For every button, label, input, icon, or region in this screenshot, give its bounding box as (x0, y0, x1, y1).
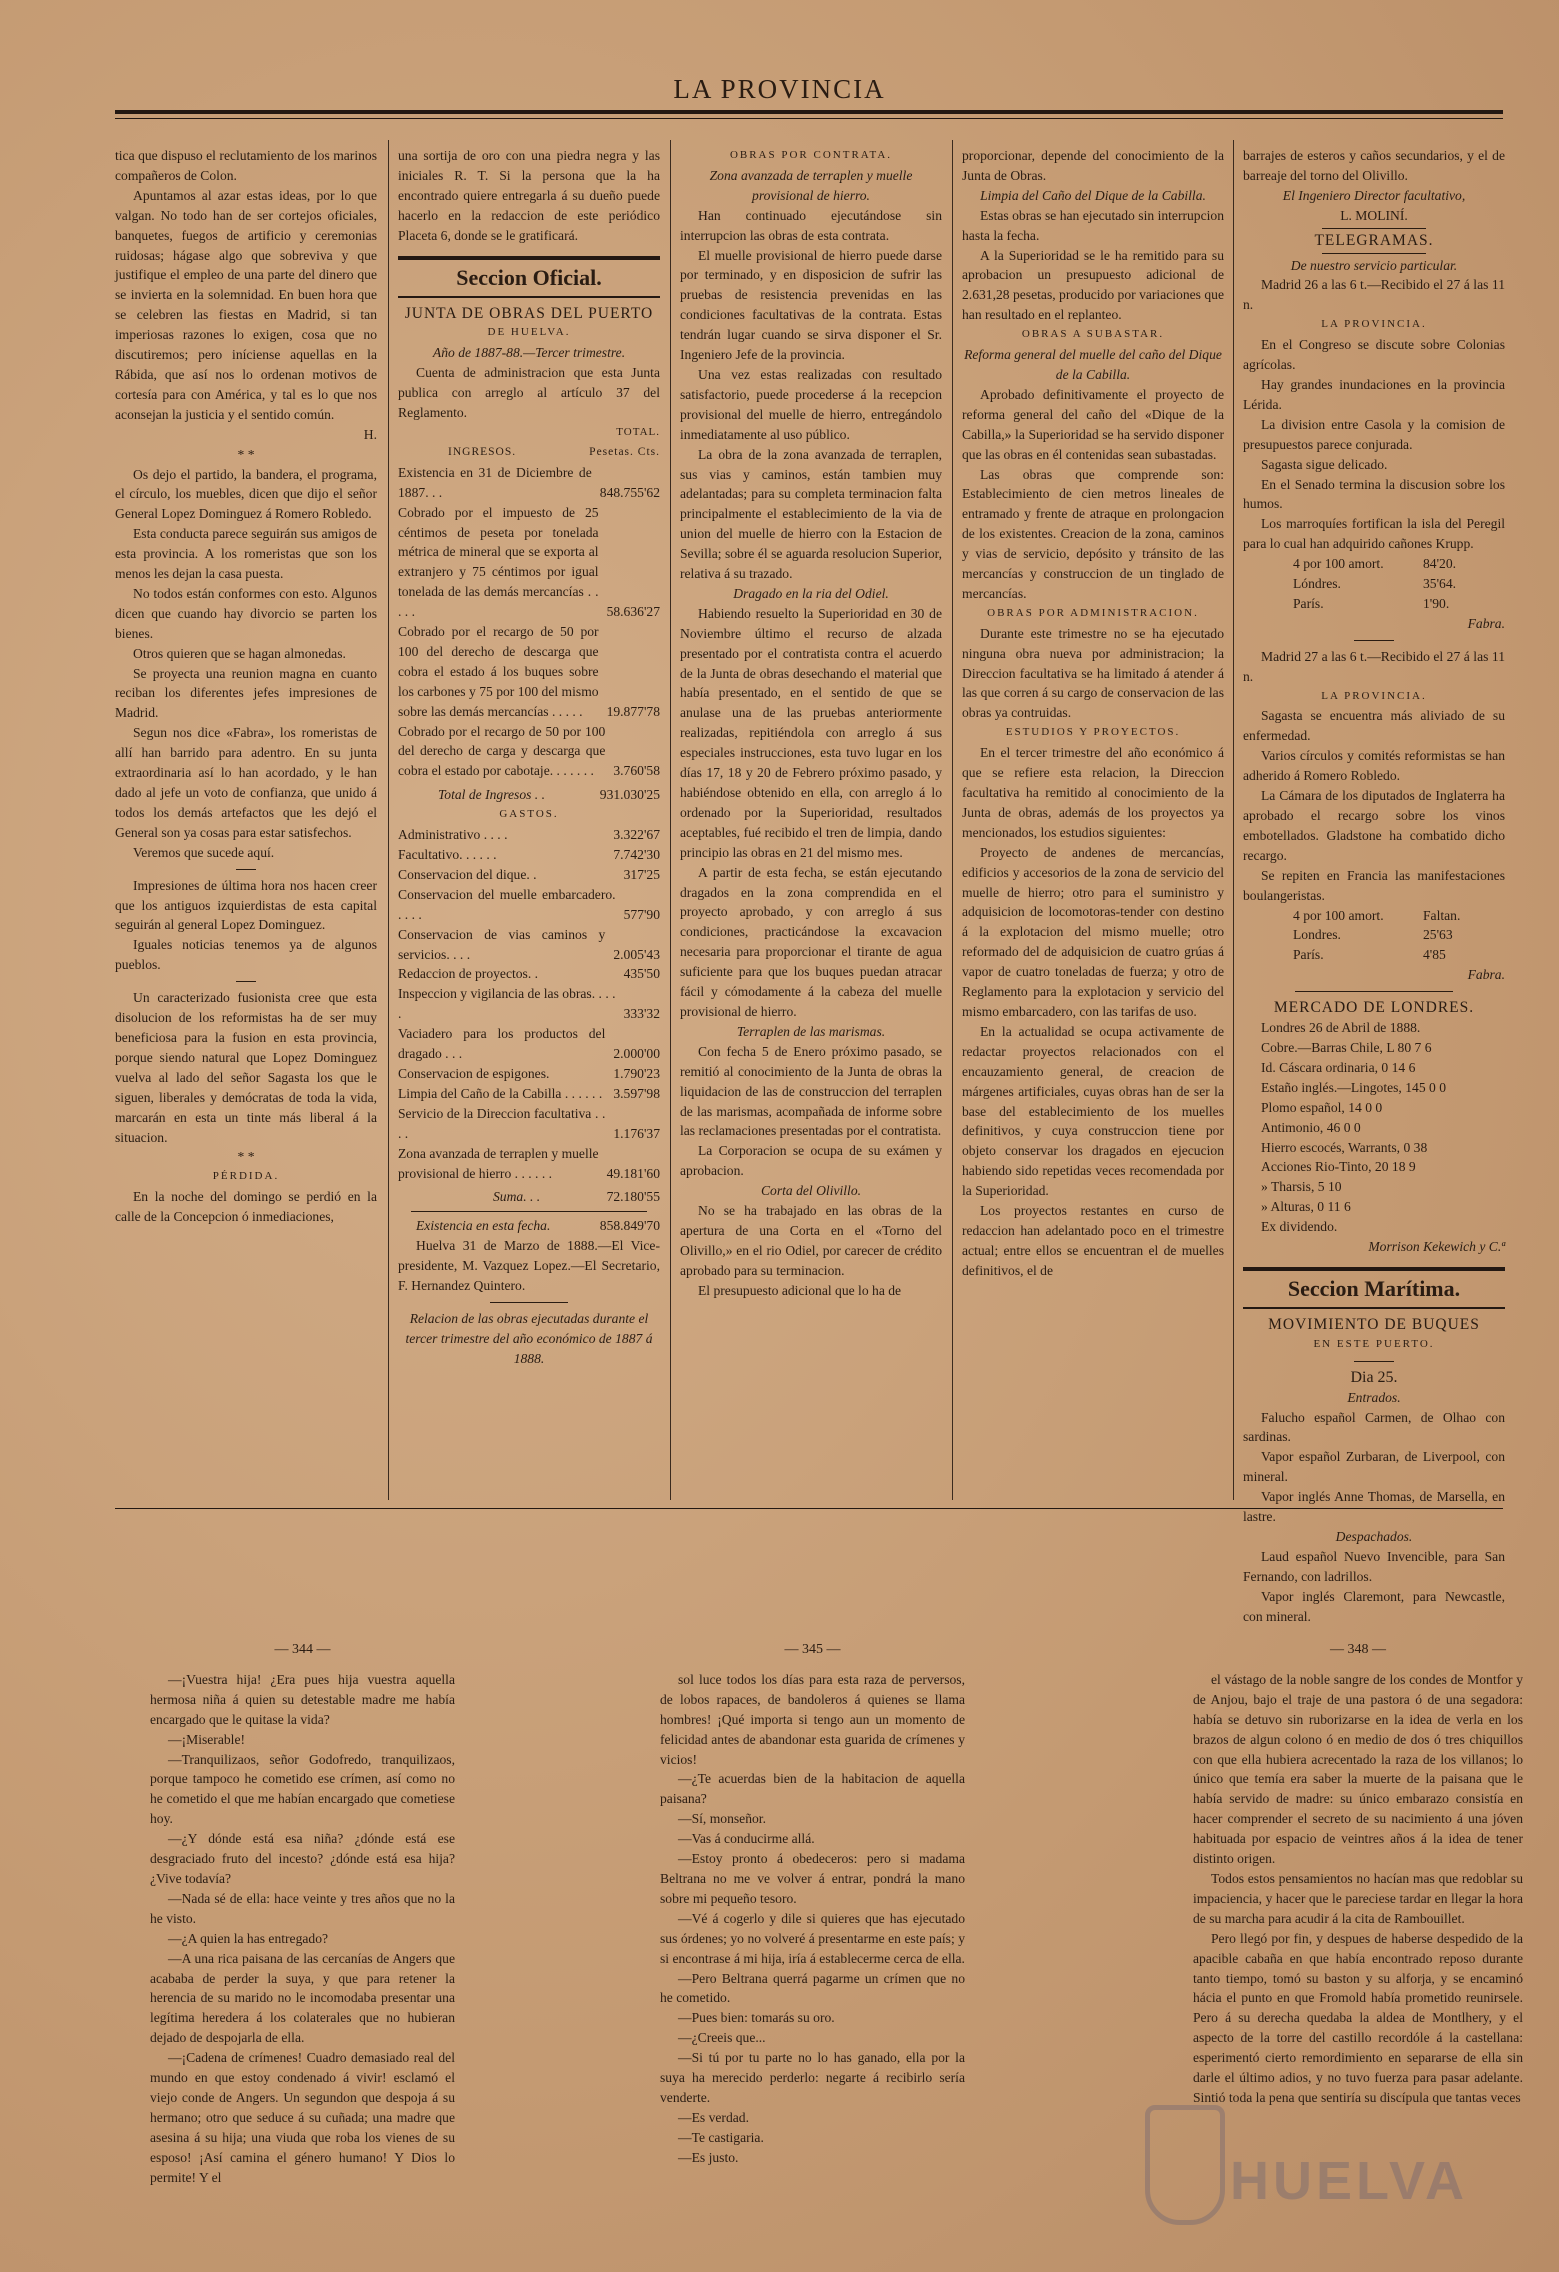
market-line: Id. Cáscara ordinaria, 0 14 6 (1261, 1059, 1416, 1075)
row-label: Vaciadero para los productos del dragado . . . (398, 1026, 606, 1062)
market-line: Cobre.—Barras Chile, L 80 7 6 (1261, 1039, 1432, 1055)
paragraph: una sortija de oro con una piedra negra y las iniciales R. T. Si la persona que la ha encontrado quiere entregarla á su dueño puede hacerlo en la redaccion de este periódico Placeta 6, donde se le gratificará. (398, 148, 660, 243)
suma-value: 72.180'55 (606, 1189, 660, 1205)
paragraph: La obra de la zona avanzada de terraplen, sus vias y caminos, están tambien muy adelantadas; para su completa terminacion falta principalmente el establecimiento de la via de union del muelle de hierro con la Estacion de Sevilla; sobre él se aguarda resolucion Superior, relativa á su trazado. (680, 446, 942, 582)
paragraph: Segun nos dice «Fabra», los romeristas de allí han barrido para adentro. En su junta extraordinaria así lo han acordado, y le han dado al jefe un voto de confianza, que unido á todos los demás artefactos que les dejó el General son ya cosas para estar satisfechos. (115, 725, 377, 840)
suma-row (398, 1187, 660, 1207)
separator-asterisks: * * (237, 1149, 255, 1165)
quote-label: Lóndres. (1293, 576, 1341, 592)
paragraph: El muelle provisional de hierro puede darse por terminado, y en disposicion de sufrir las pruebas de resistencia prevenidas en las condiciones facultativas de la contrata. Estas tendrán lugar cuando se sirva disponer el Sr. Ingeniero Jefe de la provincia. (680, 247, 942, 363)
feuilleton-paragraph: —Estoy pronto á obedeceros: pero si madama Beltrana no me ve volver á entrar, pondrá la mano sobre mi pequeño tesoro. (660, 1851, 965, 1906)
column-3 (680, 146, 942, 1496)
fabra-label: Fabra. (1467, 615, 1505, 631)
exits-list (1243, 1547, 1505, 1627)
row-label: Limpia del Caño de la Cabilla . . . . . . (398, 1085, 603, 1101)
ingresos-header (398, 443, 660, 463)
signature-paragraph: Huelva 31 de Marzo de 1888.—El Vice-presidente, M. Vazquez Lopez.—El Secretario, F. Hernandez Quintero. (398, 1238, 660, 1294)
market-line: » Alturas, 0 11 6 (1261, 1199, 1351, 1215)
paragraph: Un caracterizado fusionista cree que esta disolucion de los reformistas ha de ser muy beneficiosa para la fusion en esta provincia, porque siendo natural que Lopez Dominguez vuelva al lado del señor Sagasta los que le siguen, liberales y demócratas de toda la vida, marcarán en esta un tinte más liberal á la situacion. (115, 990, 377, 1145)
feuilleton-paragraph: Pero llegó por fin, y despues de haberse despedido de la apacible cabaña en que había encontrado reposo durante tanto tiempo, tomó su baston y su alforja, y se encaminó hácia el punto en que Fromold había prometido reunirsele. Pero á su derecha quedaba la aldea de Montlhery, y el aspecto de la torre del castillo recordóle á la castellana: esperimentó cierto remordimiento en separarse de ella sin darle el último adios, y no tuvo fuerza para pasar adelante. Sintió toda la pena que sentiría su discípula que tantas veces (1193, 1930, 1523, 2105)
feuilleton-col-2 (660, 1640, 965, 2250)
subsection-title: Limpia del Caño del Dique de la Cabilla. (980, 187, 1206, 203)
quote-label: Londres. (1293, 927, 1341, 943)
table-row (398, 1024, 660, 1064)
newspaper-title: LA PROVINCIA (673, 74, 886, 104)
total-ingresos-value: 931.030'25 (599, 787, 660, 803)
morrison-signature: Morrison Kekewich y C.ª (1368, 1239, 1505, 1255)
table-row (398, 865, 660, 885)
feuilleton-paragraph: —¿Y dónde está esa niña? ¿dónde está ese desgraciado fruto del incesto? ¿dónde está esa hija? ¿Vive todavía? (150, 1831, 455, 1886)
total-ingresos-label: Total de Ingresos . . (438, 787, 545, 803)
quote-row (1243, 554, 1505, 574)
row-label: Redaccion de proyectos. . (398, 966, 539, 982)
row-value: 435'50 (623, 966, 660, 982)
subheading: DE HUELVA. (487, 326, 571, 339)
telegramas-heading: TELEGRAMAS. (1314, 231, 1434, 249)
divider (1354, 1361, 1393, 1362)
feuilleton-text (150, 1670, 455, 2188)
quote-value: 35'64. (1423, 576, 1457, 592)
subsection-title: Zona avanzada de terraplen y muelle provisional de hierro. (709, 167, 913, 203)
table-row (398, 964, 660, 984)
subsection-title: Terraplen de las marismas. (736, 1023, 886, 1039)
telegram-item: Sagasta sigue delicado. (1261, 456, 1388, 472)
market-line: Estaño inglés.—Lingotes, 145 0 0 (1261, 1079, 1447, 1095)
market-line: Londres 26 de Abril de 1888. (1261, 1020, 1421, 1036)
table-row (398, 925, 660, 965)
telegram-item: Varios círculos y comités reformistas se han adherido á Romero Robledo. (1243, 748, 1505, 784)
feuilleton-paragraph: —¡Cadena de crímenes! Cuadro demasiado real del mundo en que estoy condenado á vivir! esclamó el viejo conde de Angers. Un segundon que despoja á su hermano; otro que seduce á su cuñada; una madre que asesina á su hija; una viuda que roba los vienes de su esposo! ¡Así camina el género humano! Y Dios lo permite! Y el (150, 2050, 455, 2185)
table-row (398, 1104, 660, 1144)
quote-value: 1'90. (1423, 595, 1450, 611)
paragraph: Otros quieren que se hagan almonedas. (133, 645, 346, 661)
feuilleton-paragraph: —Vas á conducirme allá. (678, 1831, 815, 1847)
ship-exit: Vapor inglés Claremont, para Newcastle, con mineral. (1243, 1588, 1505, 1624)
column-divider (388, 140, 389, 1500)
divider (236, 869, 256, 870)
pesetas-label: Pesetas. Cts. (589, 445, 660, 458)
existencia-row (398, 1216, 660, 1236)
income-table (398, 463, 660, 782)
feuilleton-paragraph: —Te castigaria. (678, 2129, 764, 2145)
row-value: 58.636'27 (606, 604, 660, 620)
feuilleton-paragraph: —¡Miserable! (168, 1731, 246, 1747)
quote-value: 84'20. (1423, 556, 1457, 572)
feuilleton-rule (115, 1508, 1503, 1509)
feuilleton-text (1193, 1670, 1523, 2108)
divider (1295, 991, 1452, 992)
paragraph: Os dejo el partido, la bandera, el programa, el círculo, los muebles, dicen que dijo el señor General Lopez Dominguez á Romero Robledo. (115, 466, 377, 522)
paragraph: Las obras que comprende son: Establecimiento de cien metros lineales de entramado y frente de atraque en prolongacion de los existentes. Creacion de la zona, caminos y vias de servicio, depósito y tránsito de las mercancías y construccion de un tinglado de mercancías. (962, 466, 1224, 601)
feuilleton-paragraph: —Tranquilizaos, señor Godofredo, tranquilizaos, porque tampoco he cometido ese crímen, así como no he cometido el que me habían encargado que cometiese hoy. (150, 1751, 455, 1827)
ship-entry: Vapor inglés Anne Thomas, de Marsella, en lastre. (1243, 1489, 1505, 1525)
column-divider (952, 140, 953, 1500)
quotes-2 (1243, 906, 1505, 966)
quote-value: 4'85 (1423, 947, 1446, 963)
section-heading: OBRAS A SUBASTAR. (1021, 328, 1165, 341)
quote-value: Faltan. (1423, 907, 1461, 923)
feuilleton-text (660, 1670, 965, 2168)
entries-list (1243, 1408, 1505, 1527)
section-heading: PÉRDIDA. (212, 1170, 280, 1183)
paragraph: Con fecha 5 de Enero próximo pasado, se remitió al conocimiento de la Junta de obras la liquidacion de las de construccion del terraplen de las marismas, acompañada de informe sobre las reclamaciones presentadas por el contratista. (680, 1043, 942, 1139)
table-row (398, 984, 660, 1024)
ship-entry: Falucho español Carmen, de Olhao con sardinas. (1243, 1409, 1505, 1445)
paragraph: No todos están conformes con esto. Algunos dicen que cuando hay divorcio se parten los bienes. (115, 585, 377, 641)
table-row (398, 885, 660, 925)
existencia-value: 858.849'70 (599, 1218, 660, 1234)
row-value: 577'90 (623, 906, 660, 922)
heading: JUNTA DE OBRAS DEL PUERTO (404, 304, 654, 322)
quote-row (1243, 574, 1505, 594)
paragraph: Han continuado ejecutándose sin interrupcion las obras de esta contrata. (680, 207, 942, 243)
paragraph: proporcionar, depende del conocimiento de la Junta de Obras. (962, 148, 1224, 183)
total-ingresos-row (398, 785, 660, 805)
feuilleton-paragraph: —Es justo. (678, 2149, 739, 2165)
divider (490, 1302, 569, 1303)
entrados-label: Entrados. (1347, 1389, 1401, 1405)
engineer-name: L. MOLINÍ. (1340, 207, 1408, 223)
paragraph: A partir de esta fecha, se están ejecutando dragados en la zona comprendida en el proyecto aprobado, y con arreglo á sus condiciones, practicándose la excavacion necesaria para proporcionar el tirante de agua suficiente para que los buques puedan atracar fácil y cómodamente á la cabeza del muelle provisional de hierro. (680, 864, 942, 1019)
feuilleton-paragraph: —A una rica paisana de las cercanías de Angers que acababa de perder la suya, y que para retener la herencia de su marido no le incomodaba presentar una legítima heredera á los colaterales que no hubieran dejado de despojarla de ella. (150, 1950, 455, 2046)
paragraph: Durante este trimestre no se ha ejecutado ninguna obra nueva por administracion; la Direccion facultativa se ha limitado á atender á las que corren á su cargo de conservacion de las obras ya contruidas. (962, 625, 1224, 721)
quote-row (1243, 925, 1505, 945)
row-value: 2.000'00 (613, 1046, 660, 1062)
feuilleton-paragraph: —Es verdad. (678, 2109, 749, 2125)
row-label: Conservacion de vias caminos y servicios. . . . (398, 926, 606, 962)
paragraph: En la actualidad se ocupa activamente de redactar proyectos relacionados con el encauzamiento general, de creacion de márgenes artificiales, cuyas obras han de ser la base del establecimiento de los muelles definitivos, y cuya construccion tiene por objeto conservar los dragados en ejecucion habiendo sido repetidas veces recomendada por la Superioridad. (962, 1023, 1224, 1199)
section-heading: ESTUDIOS Y PROYECTOS. (1005, 726, 1181, 739)
paragraph: Cuenta de administracion que esta Junta publica con arreglo al artículo 37 del Reglamento. (398, 365, 660, 421)
table-row (398, 722, 660, 782)
quote-value: 25'63 (1423, 927, 1453, 943)
feuilleton-paragraph: —¡Vuestra hija! ¿Era pues hija vuestra aquella hermosa niña á quien su detestable madre me había encargado que le quitase la vida? (150, 1671, 455, 1727)
author-initial: H. (363, 426, 377, 442)
section-title: Seccion Marítima. (1287, 1275, 1461, 1301)
period: Año de 1887-88.—Tercer trimestre. (432, 345, 626, 361)
feuilleton-paragraph: Todos estos pensamientos no hacían mas que redoblar su impaciencia, y hacer que le pareciese tardar en llegar la hora de su marcha para acudir á la cita de Rambouillet. (1193, 1870, 1523, 1926)
feuilleton-paragraph: —¿Creeis que... (678, 2030, 766, 2046)
table-row (398, 622, 660, 722)
column-divider (1233, 140, 1234, 1500)
paragraph: La Corporacion se ocupa de su exámen y aprobacion. (680, 1143, 942, 1179)
divider (1322, 253, 1427, 254)
telegram-item: Sagasta se encuentra más aliviado de su enfermedad. (1243, 708, 1505, 744)
section-heading: OBRAS POR ADMINISTRACION. (987, 606, 1199, 619)
page-number: — 344 — (274, 1642, 331, 1657)
paragraph: Se proyecta una reunion magna en cuanto reciban los diferentes jefes impresiones de Madrid. (115, 665, 377, 721)
telegram-block-1 (1243, 335, 1505, 554)
quotes-1 (1243, 554, 1505, 614)
row-label: Conservacion del dique. . (398, 866, 537, 882)
row-label: Existencia en 31 de Diciembre de 1887. . . (398, 464, 592, 500)
row-value: 848.755'62 (599, 484, 660, 500)
row-label: Inspeccion y vigilancia de las obras. . . . . (398, 986, 616, 1022)
paragraph: Una vez estas realizadas con resultado satisfactorio, puede procederse á la recepcion provisional del muelle de hierro, entregándolo inmediatamente al uso público. (680, 366, 942, 442)
quote-row (1243, 906, 1505, 926)
page-number: — 345 — (784, 1642, 841, 1657)
divider (1354, 640, 1393, 641)
market-line: Hierro escocés, Warrants, 0 38 (1261, 1139, 1428, 1155)
page-number: — 348 — (1330, 1642, 1386, 1657)
expense-table (398, 825, 660, 1183)
telegram-item: Hay grandes inundaciones en la provincia Lérida. (1243, 376, 1505, 412)
column-divider (670, 140, 671, 1500)
paragraph: barrajes de esteros y caños secundarios, y el de barreaje del torno del Olivillo. (1243, 148, 1505, 183)
paragraph: Esta conducta parece seguirán sus amigos de esta provincia. A los romeristas que son los menos les dejan la casa puesta. (115, 526, 377, 582)
section-banner (398, 256, 660, 298)
dateline: Madrid 27 a las 6 t.—Recibido el 27 á las 11 n. (1243, 648, 1505, 684)
row-value: 7.742'30 (613, 847, 660, 862)
movimiento-heading: MOVIMIENTO DE BUQUES (1268, 1315, 1480, 1333)
market-line: Plomo español, 14 0 0 (1261, 1099, 1383, 1115)
feuilleton-paragraph: —Vé á cogerlo y dile si quieres que has ejecutado sus órdenes; yo no volveré á presentarme en este país; y si encontrase á mi hija, iría á establecerme cerca de ella. (660, 1910, 965, 1966)
quote-label: 4 por 100 amort. (1293, 907, 1384, 923)
row-value: 3.322'67 (613, 827, 660, 843)
header-rule (115, 110, 1503, 114)
feuilleton-paragraph: —¿Te acuerdas bien de la habitacion de aquella paisana? (660, 1771, 965, 1807)
paragraph: Apuntamos al azar estas ideas, por lo que valgan. No todo han de ser cortejos oficiales, banquetes, fuegos de artificio y ceremonias ruidosas; hágase algo que sobreviva y que justifique el empleo de una parte del dinero que se invierta en la solemnidad. En buen hora que se celebren las fiestas en Madrid, si tan imperiosas razones lo exigen, cosa que no discutiremos; pero iníciense aquellas en la Rábida, que así nos lo ordenan motivos de cortesía para con América, y tal es lo que nos aconsejan la justicia y el sentido común. (115, 187, 377, 422)
paragraph: Iguales noticias tenemos ya de algunos pueblos. (115, 937, 377, 973)
divider (1322, 228, 1427, 229)
feuilleton-paragraph: —Sí, monseñor. (678, 1811, 766, 1827)
row-label: Administrativo . . . . (398, 827, 508, 843)
suma-label: Suma. . . (493, 1189, 541, 1205)
ingresos-label: INGRESOS. (448, 445, 517, 458)
row-label: Cobrado por el impuesto de 25 céntimos de peseta por tonelada métrica de mineral que se exporta al extranjero y 75 céntimos por igual tonelada de las demás mercancías . . . . . (398, 504, 599, 620)
paragraph: En la noche del domingo se perdió en la calle de la Concepcion ó inmediaciones, (115, 1189, 377, 1225)
column-1 (115, 146, 377, 1496)
dia-label: Dia 25. (1350, 1368, 1398, 1386)
table-row (398, 825, 660, 845)
ship-entry: Vapor español Zurbaran, de Liverpool, con mineral. (1243, 1449, 1505, 1485)
row-label: Zona avanzada de terraplen y muelle provisional de hierro . . . . . . (398, 1145, 599, 1181)
despachados-label: Despachados. (1335, 1529, 1413, 1544)
total-label: TOTAL. (616, 425, 660, 438)
market-line: Ex dividendo. (1261, 1219, 1338, 1235)
column-5 (1243, 146, 1505, 1624)
table-row (398, 1144, 660, 1184)
subsection-title: Corta del Olivillo. (760, 1183, 862, 1199)
telegram-item: La Cámara de los diputados de Inglaterra ha aprobado el recargo sobre los vinos embotellados. Gladstone ha combatido dicho recargo. (1243, 788, 1505, 863)
paragraph: Estas obras se han ejecutado sin interrupcion hasta la fecha. (962, 207, 1224, 243)
subsection-title: Dragado en la ria del Odiel. (733, 585, 889, 601)
quote-label: París. (1293, 595, 1324, 611)
engineer-title: El Ingeniero Director facultativo, (1282, 187, 1466, 203)
table-row (398, 503, 660, 622)
table-row (398, 1064, 660, 1084)
row-value: 317'25 (623, 866, 660, 882)
feuilleton-paragraph: el vástago de la noble sangre de los condes de Montfor y de Anjou, bajo el traje de una pastora ó de una segadora: había se detuvo sin ruborizarse en la idea de verla en los brazos de algun colono ó en medio de dos ó tres chiquillos con que ella hubiera acrecentado la raza de los villanos; lo único que temía era saber la muerte de la paisana que le había servido de madre: su único embarazo consistía en hacer comprender el secreto de su nacimiento á una jóven habituada por espacio de veintres años á la idea de tener distinto origen. (1193, 1671, 1523, 1867)
quote-row (1243, 945, 1505, 965)
paragraph: No se ha trabajado en las obras de la apertura de una Corta en el «Torno del Olivillo,» en el rio Odiel, por carecer de crédito aprobado para su terminacion. (680, 1203, 942, 1278)
paragraph: El presupuesto adicional que lo ha de (698, 1282, 902, 1298)
table-row (398, 845, 660, 865)
row-label: Conservacion del muelle embarcadero. . . . . (398, 886, 616, 922)
gastos-label: GASTOS. (499, 808, 559, 821)
column-2 (398, 146, 660, 1496)
feuilleton-paragraph: sol luce todos los días para esta raza de perversos, de lobos rapaces, de bandoleros á quienes se llama hombres! ¡Qué importa si tengo aun un momento de felicidad antes de abandonar esta guarida de crímenes y vicios! (660, 1671, 965, 1767)
section-banner (1243, 1267, 1505, 1309)
feuilleton-paragraph: —Si tú por tu parte no lo has ganado, ella por la suya ha merecido perderlo: negarte á recibirlo sería venderte. (660, 2050, 965, 2105)
dateline: Madrid 26 a las 6 t.—Recibido el 27 á las 11 n. (1243, 277, 1505, 313)
telegram-item: Se repiten en Francia las manifestaciones boulangeristas. (1243, 867, 1505, 903)
telegram-item: En el Congreso se discute sobre Colonias agrícolas. (1243, 337, 1505, 373)
paragraph: Impresiones de última hora nos hacen creer que los antiguos izquierdistas de esta capital seguirán al general Lopez Dominguez. (115, 877, 377, 933)
quote-row (1243, 594, 1505, 614)
subsection-title: Reforma general del muelle del caño del Dique de la Cabilla. (964, 347, 1222, 382)
paragraph: Habiendo resuelto la Superioridad en 30 de Noviembre último el recurso de alzada presentado por el contratista contra el acuerdo de la Junta de obras desechando el material que había presentado, en el sentido de que se anulase una de las pruebas anteriormente realizadas, repitiéndola con arreglo á sus especiales instrucciones, esta tuvo lugar en los días 17, 18 y 20 de Febrero próximo pasado, y habiéndose obtenido en ella, con arreglo á lo ordenado por la Superioridad, resultados aceptables, fué recibido el tren de limpia, dando principio las obras en 21 del mismo mes. (680, 605, 942, 860)
telegram-item: En el Senado termina la discusion sobre los humos. (1243, 476, 1505, 512)
row-value: 3.597'98 (613, 1085, 660, 1101)
paragraph: Proyecto de andenes de mercancías, edificios y accesorios de la zona de servicio del muelle de hierro; otro para el suministro y adquisicion de locomotoras-tender con destino á la explotacion del mismo muelle; otro reformado del de adquisicion de cuatro grúas á vapor de cuatro toneladas de fuerza; y otro de Reglamento para la explotacion y servicio del mismo embarcadero, con las tarifas de uso. (962, 844, 1224, 1019)
library-stamp-shield (1145, 2105, 1225, 2225)
row-label: Cobrado por el recargo de 50 por 100 del derecho de descarga que cobra el estado á los buques sobre los carbones y 75 por 100 del mismo sobre las demás mercancías . . . . . (398, 624, 599, 719)
column-4 (962, 146, 1224, 1496)
paragraph: A la Superioridad se le ha remitido para su aprobacion un presupuesto adicional de 2.631,28 pesetas, producido por variaciones que han resultado en el replanteo. (962, 247, 1224, 323)
separator-asterisks: * * (237, 446, 255, 462)
row-label: Facultativo. . . . . . (398, 847, 497, 862)
section-title: Seccion Oficial. (456, 264, 602, 290)
mercado-heading: MERCADO DE LONDRES. (1273, 999, 1475, 1017)
row-value: 1.790'23 (613, 1065, 660, 1081)
relacion-title: Relacion de las obras ejecutadas durante el tercer trimestre del año económico de 1887 á 1888. (405, 1310, 653, 1366)
divider (411, 1211, 647, 1212)
feuilleton-paragraph: —Nada sé de ella: hace veinte y tres años que no la he visto. (150, 1890, 455, 1926)
row-value: 1.176'37 (613, 1125, 660, 1141)
paragraph: tica que dispuso el reclutamiento de los marinos compañeros de Colon. (115, 148, 377, 183)
table-row (398, 1084, 660, 1104)
paragraph: En el tercer trimestre del año económico á que se refiere esta relacion, la Direccion facultativa ha remitido al conocimiento de la Junta de obras, además de los proyectos ya mencionados, los estudios siguientes: (962, 745, 1224, 840)
market-line: Antimonio, 46 0 0 (1261, 1119, 1361, 1135)
servicio-label: De nuestro servicio particular. (1290, 257, 1458, 273)
quote-label: París. (1293, 947, 1324, 963)
telegram-item: Los marroquíes fortifican la isla del Peregil para lo cual han adquirido cañones Krupp. (1243, 516, 1505, 552)
feuilleton-paragraph: —¿A quien la has entregado? (168, 1930, 329, 1946)
fabra-label: Fabra. (1467, 967, 1505, 983)
feuilleton-paragraph: —Pero Beltrana querrá pagarme un crímen que no he cometido. (660, 1970, 965, 2006)
telegram-block-2 (1243, 706, 1505, 905)
feuilleton-paragraph: —Pues bien: tomarás su oro. (678, 2010, 835, 2026)
row-label: Servicio de la Direccion facultativa . . . . (398, 1105, 606, 1141)
table-row (398, 463, 660, 503)
header-rule-thin (115, 118, 1503, 119)
row-value: 19.877'78 (606, 703, 660, 719)
section-heading: OBRAS POR CONTRATA. (729, 149, 893, 161)
provincia-label: LA PROVINCIA. (1321, 318, 1427, 331)
row-value: 49.181'60 (606, 1165, 660, 1181)
paragraph: Aprobado definitivamente el proyecto de reforma general del caño del «Dique de la Cabilla,» la Superioridad se ha servido disponer que las obras en él contenidas sean subastadas. (962, 386, 1224, 462)
row-label: Cobrado por el recargo de 50 por 100 del derecho de carga y descarga que cobra el estado por cabotaje. . . . . . . (398, 723, 606, 779)
market-list (1243, 1018, 1505, 1237)
row-label: Conservacion de espigones. (398, 1065, 550, 1081)
ship-exit: Laud español Nuevo Invencible, para San Fernando, con ladrillos. (1243, 1548, 1505, 1584)
row-value: 2.005'43 (613, 946, 660, 962)
row-value: 3.760'58 (613, 763, 660, 779)
divider (236, 981, 256, 982)
provincia-label: LA PROVINCIA. (1321, 689, 1427, 702)
telegram-item: La division entre Casola y la comision de presupuestos parece conjurada. (1243, 416, 1505, 452)
feuilleton-col-1 (150, 1640, 455, 2250)
paragraph: Los proyectos restantes en curso de redaccion han adelantado poco en el trimestre actual; entre ellos se encuentran el de muelles definitivos, el de (962, 1203, 1224, 1278)
existencia-label: Existencia en esta fecha. (416, 1218, 551, 1234)
library-stamp-text: HUELVA (1230, 2151, 1468, 2211)
row-value: 333'32 (623, 1006, 660, 1022)
quote-label: 4 por 100 amort. (1293, 556, 1384, 572)
paragraph: Veremos que sucede aquí. (133, 844, 275, 860)
market-line: Acciones Rio-Tinto, 20 18 9 (1261, 1159, 1416, 1175)
puerto-label: EN ESTE PUERTO. (1313, 1337, 1435, 1350)
market-line: » Tharsis, 5 10 (1261, 1179, 1342, 1195)
